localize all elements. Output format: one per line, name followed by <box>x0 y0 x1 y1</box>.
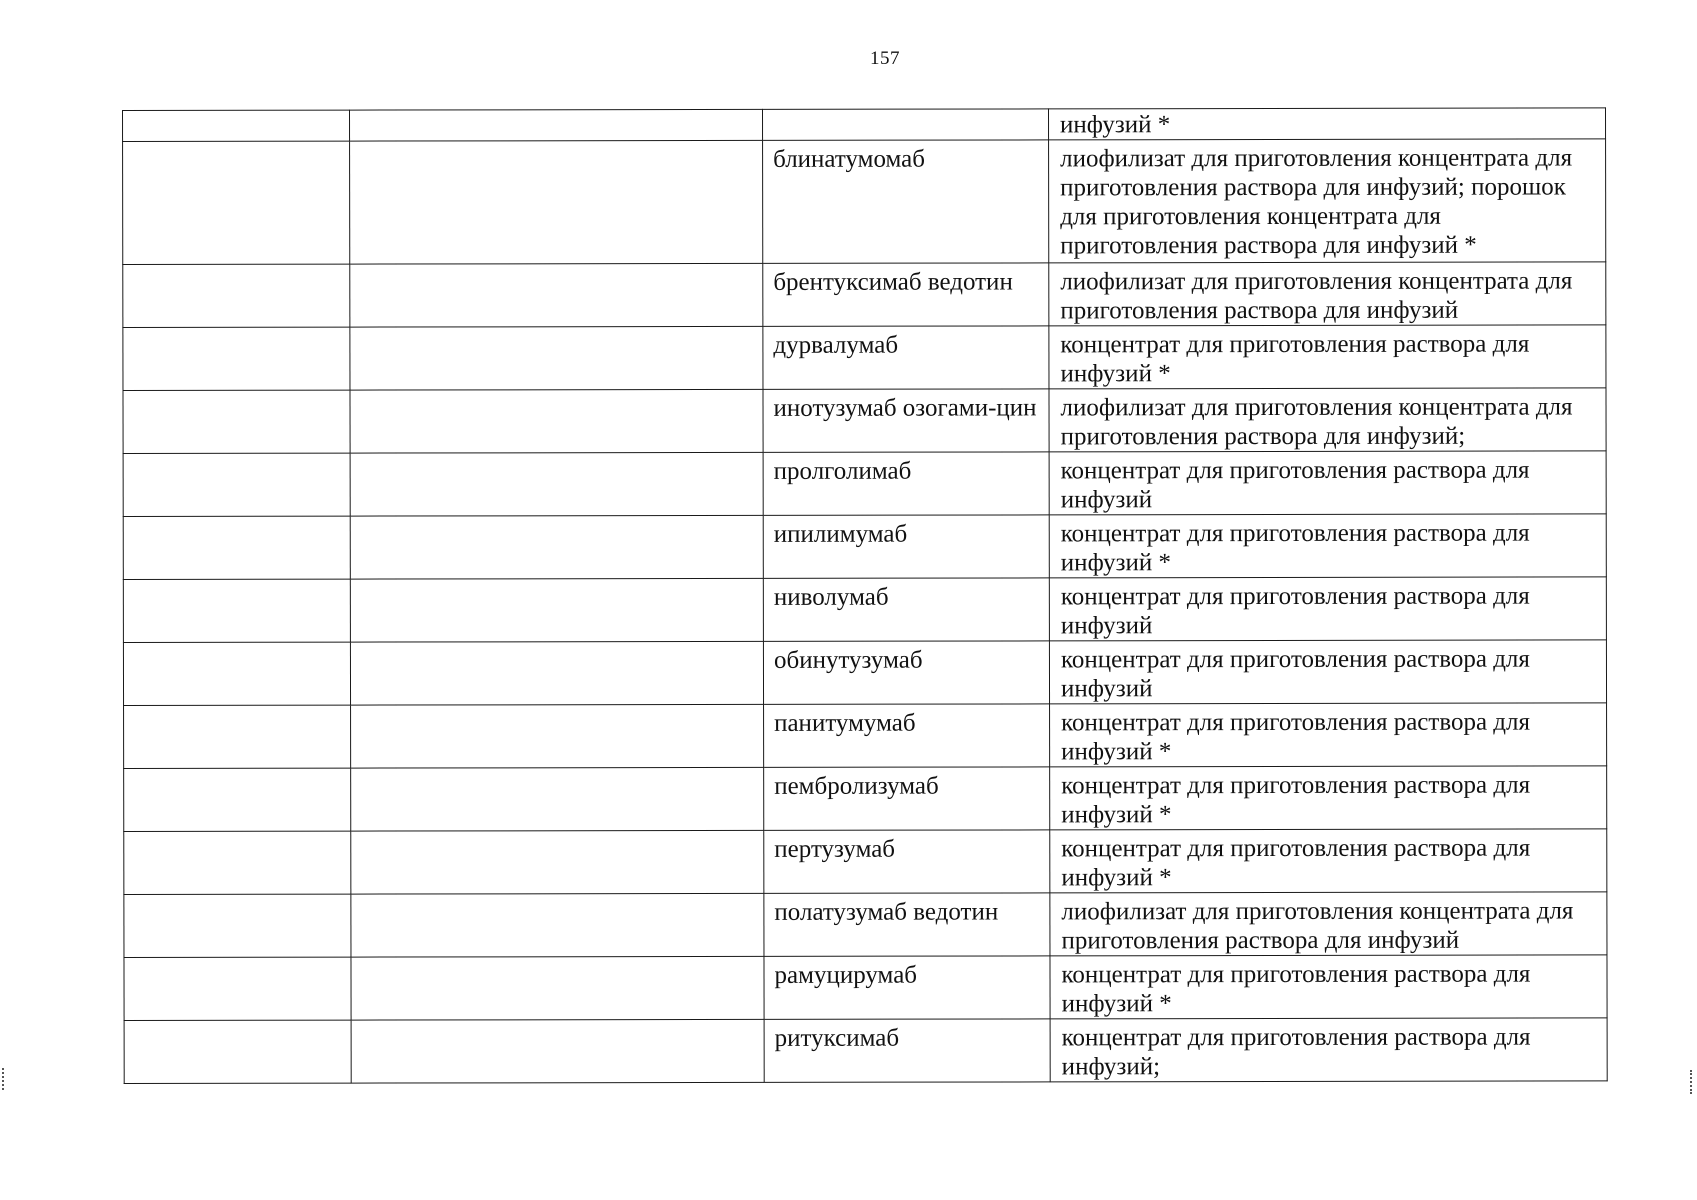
drug-name-cell: панитумумаб <box>764 704 1050 767</box>
subgroup-cell <box>350 641 763 705</box>
dosage-form-cell: лиофилизат для приготовления концентрата для приготовления раствора для инфузий <box>1050 892 1607 956</box>
group-cell <box>123 141 350 264</box>
group-cell <box>124 1020 351 1083</box>
drug-name-cell: ипилимумаб <box>763 515 1049 578</box>
table-row <box>123 262 1606 328</box>
subgroup-cell <box>350 452 763 516</box>
dosage-form-cell: лиофилизат для приготовления концентрата для приготовления раствора для инфузий <box>1049 262 1606 326</box>
group-cell <box>123 516 350 579</box>
dosage-form-cell: концентрат для приготовления раствора для инфузий * <box>1050 766 1607 830</box>
subgroup-cell <box>350 263 763 327</box>
dosage-form-cell: концентрат для приготовления раствора для инфузий * <box>1050 829 1607 893</box>
dosage-form-cell: инфузий * <box>1048 108 1605 140</box>
subgroup-cell <box>351 767 764 831</box>
subgroup-cell <box>350 109 763 141</box>
table-row <box>124 892 1607 958</box>
group-cell <box>124 831 351 894</box>
drug-name-cell: полатузумаб ведотин <box>764 893 1050 956</box>
drug-name-cell: пембролизумаб <box>764 767 1050 830</box>
dosage-form-cell: концентрат для приготовления раствора для инфузий * <box>1050 955 1607 1019</box>
dosage-form-cell: концентрат для приготовления раствора для инфузий <box>1049 451 1606 515</box>
drug-name-cell: пертузумаб <box>764 830 1050 893</box>
subgroup-cell <box>350 326 763 390</box>
subgroup-cell <box>351 893 764 957</box>
subgroup-cell <box>350 389 763 453</box>
drug-name-cell: ниволумаб <box>763 578 1049 641</box>
dosage-form-cell: концентрат для приготовления раствора для инфузий * <box>1049 514 1606 578</box>
subgroup-cell <box>350 140 763 264</box>
group-cell <box>123 264 350 327</box>
group-cell <box>123 579 350 642</box>
drug-name-cell: рамуцирумаб <box>764 956 1050 1019</box>
subgroup-cell <box>351 830 764 894</box>
table-row <box>123 451 1606 517</box>
subgroup-cell <box>350 578 763 642</box>
drug-name-cell: пролголимаб <box>763 452 1049 515</box>
group-cell <box>124 768 351 831</box>
table-row <box>124 1018 1607 1084</box>
group-cell <box>123 390 350 453</box>
group-cell <box>124 705 351 768</box>
table-row <box>123 577 1606 643</box>
dosage-form-cell: концентрат для приготовления раствора для инфузий * <box>1049 325 1606 389</box>
drug-name-cell: инотузумаб озогами-цин <box>763 389 1049 452</box>
page-number: 157 <box>870 48 900 69</box>
table-row <box>124 703 1607 769</box>
table-row <box>123 325 1606 391</box>
group-cell <box>124 894 351 957</box>
table-row <box>124 766 1607 832</box>
group-cell <box>123 110 350 141</box>
drug-name-cell <box>762 109 1048 140</box>
scan-edge-mark-right <box>1690 1070 1694 1094</box>
subgroup-cell <box>350 515 763 579</box>
dosage-form-cell: лиофилизат для приготовления концентрата для приготовления раствора для инфузий; порошок для приготовления концентрата для приготовления раствора для инфузий * <box>1049 139 1606 263</box>
subgroup-cell <box>351 956 764 1020</box>
subgroup-cell <box>351 704 764 768</box>
scan-edge-mark-left <box>2 1068 6 1090</box>
drug-table <box>122 107 1608 1084</box>
drug-table-body <box>123 108 1608 1084</box>
table-row <box>124 829 1607 895</box>
table-row <box>123 388 1606 454</box>
dosage-form-cell: лиофилизат для приготовления концентрата для приготовления раствора для инфузий; <box>1049 388 1606 452</box>
group-cell <box>123 642 350 705</box>
drug-name-cell: дурвалумаб <box>763 326 1049 389</box>
drug-name-cell: обинутузумаб <box>763 641 1049 704</box>
drug-name-cell: блинатумомаб <box>763 140 1049 263</box>
table-row <box>123 108 1606 142</box>
group-cell <box>123 453 350 516</box>
drug-name-cell: ритуксимаб <box>764 1019 1050 1082</box>
table-row <box>123 139 1606 265</box>
table-row <box>124 955 1607 1021</box>
group-cell <box>123 327 350 390</box>
dosage-form-cell: концентрат для приготовления раствора для инфузий; <box>1050 1018 1607 1082</box>
table-row <box>123 640 1606 706</box>
dosage-form-cell: концентрат для приготовления раствора для инфузий <box>1049 640 1606 704</box>
subgroup-cell <box>351 1019 764 1083</box>
dosage-form-cell: концентрат для приготовления раствора для инфузий * <box>1050 703 1607 767</box>
drug-name-cell: брентуксимаб ведотин <box>763 263 1049 326</box>
group-cell <box>124 957 351 1020</box>
dosage-form-cell: концентрат для приготовления раствора для инфузий <box>1049 577 1606 641</box>
table-row <box>123 514 1606 580</box>
